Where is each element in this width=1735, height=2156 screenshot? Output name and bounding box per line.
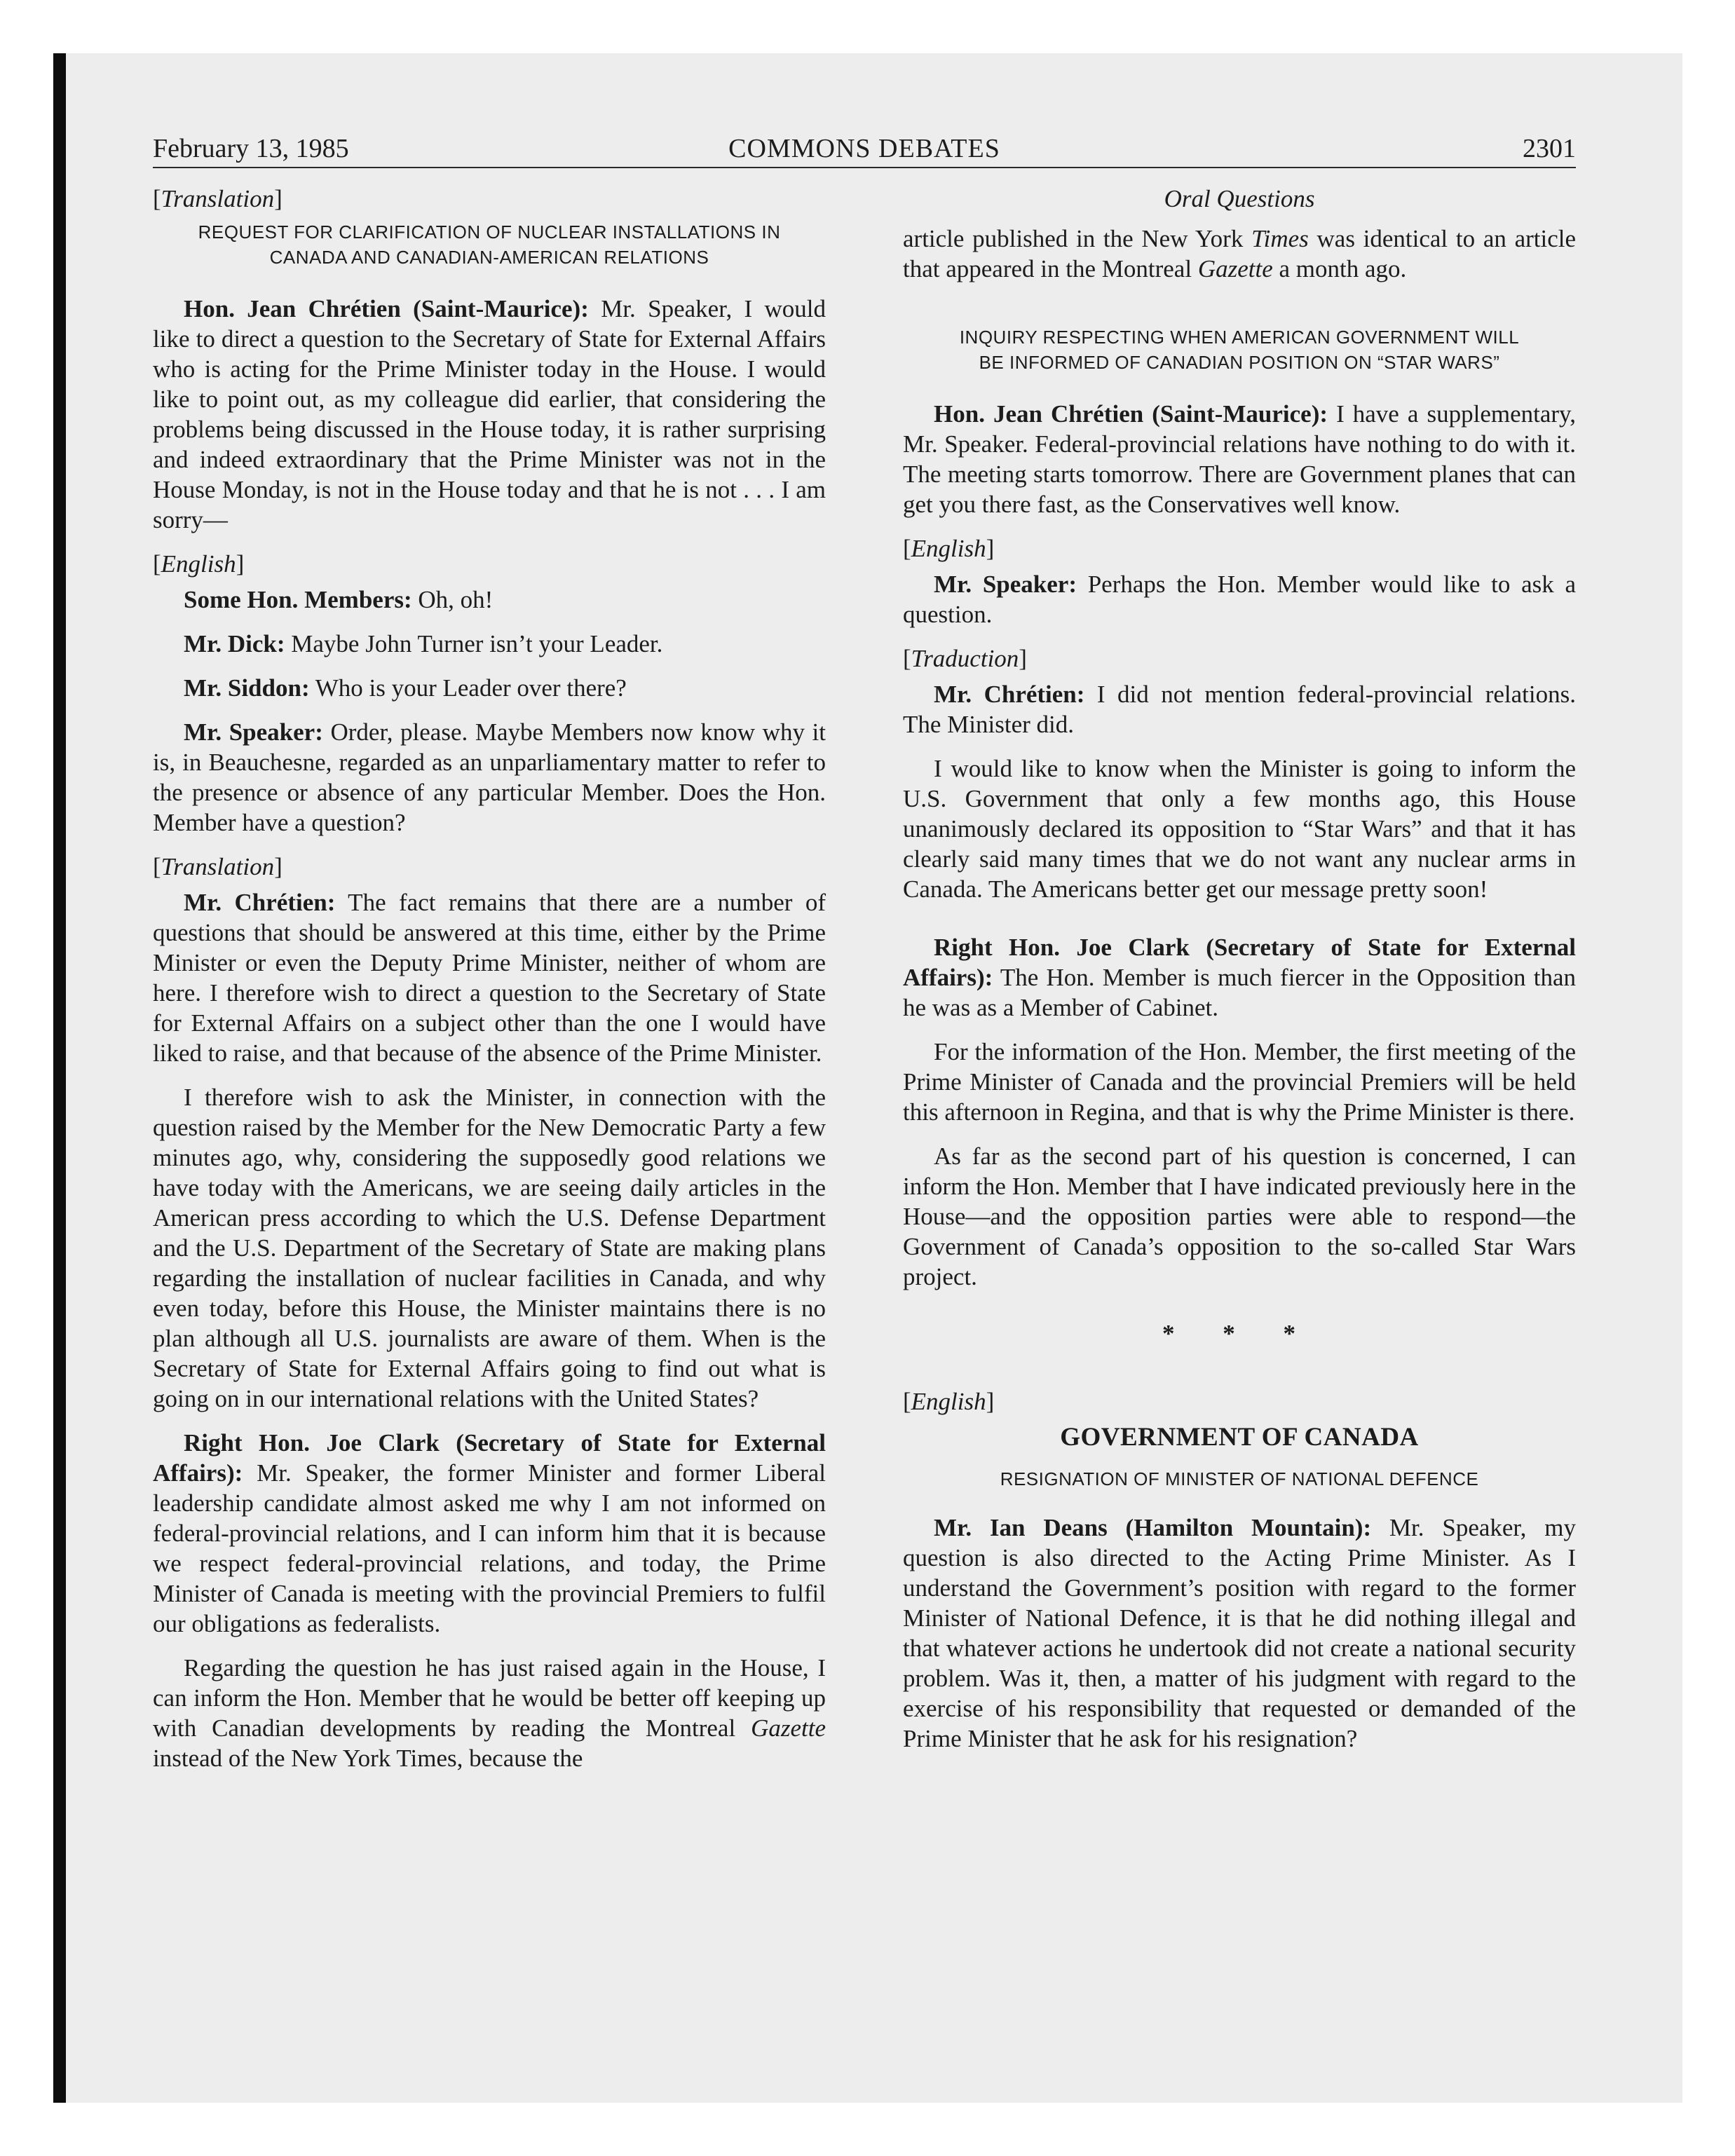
speech-paragraph: For the information of the Hon. Member, the first meeting of the Prime Minister of Canada and the provincial Premiers will be held this afternoon in Regina, and that is why the Prime Minister is there.	[903, 1038, 1576, 1126]
speech-paragraph: Regarding the question he has just raised again in the House, I can inform the Hon. Member that he would be better off keeping up with Canadian developments by reading the Montreal Gazette instead of the New York Times, because the	[153, 1654, 826, 1772]
speaker-name: Mr. Chrétien:	[934, 681, 1085, 708]
speech-paragraph: Right Hon. Joe Clark (Secretary of State for External Affairs): The Hon. Member is much fiercer in the Opposition than he was as a Member of Cabinet.	[903, 934, 1576, 1021]
language-marker: [Traduction]	[903, 645, 1027, 672]
speech-paragraph: Mr. Chrétien: The fact remains that there are a number of questions that should be answered at this time, either by the Prime Minister or even the Deputy Prime Minister, neither of whom are here. I therefore wish to direct a question to the Secretary of State for External Affairs on a subject other than the one I would have liked to raise, and that because of the absence of the Prime Minister.	[153, 889, 826, 1067]
speech-paragraph: Hon. Jean Chrétien (Saint-Maurice): I have a supplementary, Mr. Speaker. Federal-provincial relations have nothing to do with it. The meeting starts tomorrow. There are Government planes that can get you there fast, as the Conservatives well know.	[903, 400, 1576, 518]
speech-paragraph: article published in the New York Times was identical to an article that appeared in the Montreal Gazette a month ago.	[903, 225, 1577, 282]
speech-paragraph: Mr. Chrétien: I did not mention federal-provincial relations. The Minister did.	[903, 681, 1576, 738]
speaker-name: Mr. Siddon:	[184, 674, 310, 702]
speech-paragraph: Mr. Dick: Maybe John Turner isn’t your Leader.	[184, 630, 663, 657]
speaker-name: Mr. Dick:	[184, 630, 285, 657]
language-marker: [English]	[153, 550, 245, 578]
language-marker: [English]	[903, 535, 995, 562]
speaker-name: Hon. Jean Chrétien (Saint-Maurice):	[934, 400, 1328, 428]
speech-paragraph: I would like to know when the Minister is going to inform the U.S. Government that only a few months ago, this House unanimously declared its opposition to “Star Wars” and that it has clearly said many times that we do not want any nuclear arms in Canada. The Americans better get our message pretty soon!	[903, 755, 1576, 903]
section-heading: INQUIRY RESPECTING WHEN AMERICAN GOVERNMENT WILL BE INFORMED OF CANADIAN POSITION ON “STAR WARS”	[959, 327, 1520, 373]
section-title: GOVERNMENT OF CANADA	[1060, 1423, 1419, 1452]
speech-paragraph: Mr. Ian Deans (Hamilton Mountain): Mr. Speaker, my question is also directed to the Acting Prime Minister. As I understand the Government’s position with regard to the former Minister of National Defence, it is that he did nothing illegal and that whatever actions he undertook did not create a national security problem. Was it, then, a matter of his judgment with regard to the exercise of his responsibility that requested or demanded of the Prime Minister that he ask for his resignation?	[903, 1514, 1576, 1752]
speech-paragraph: Mr. Speaker: Order, please. Maybe Members now know why it is, in Beauchesne, regarded as an unparliamentary matter to refer to the presence or absence of any particular Member. Does the Hon. Member have a question?	[153, 718, 826, 836]
section-label: Oral Questions	[1164, 185, 1315, 212]
language-marker: [English]	[903, 1388, 995, 1415]
speech-paragraph: Mr. Speaker: Perhaps the Hon. Member would like to ask a question.	[903, 571, 1577, 628]
speaker-name: Right Hon. Joe Clark (Secretary of State for External Affairs):	[153, 1429, 826, 1487]
running-head-title: COMMONS DEBATES	[728, 134, 1000, 163]
speaker-name: Right Hon. Joe Clark (Secretary of State for External Affairs):	[903, 934, 1576, 991]
speech-paragraph: Mr. Siddon: Who is your Leader over there?	[184, 674, 627, 702]
section-heading: REQUEST FOR CLARIFICATION OF NUCLEAR INSTALLATIONS IN CANADA AND CANADIAN-AMERICAN RELATIONS	[198, 221, 781, 268]
section-heading: RESIGNATION OF MINISTER OF NATIONAL DEFENCE	[1000, 1468, 1479, 1489]
speech-paragraph: Some Hon. Members: Oh, oh!	[184, 586, 494, 613]
speech-paragraph: Right Hon. Joe Clark (Secretary of State for External Affairs): Mr. Speaker, the former Minister and former Liberal leadership candidate almost asked me why I am not informed on federal-provincial relations, and I can inform him that it is because we respect federal-provincial relations, and today, the Prime Minister of Canada is meeting with the provincial Premiers to fulfil our obligations as federalists.	[153, 1429, 826, 1637]
page-number: 2301	[1523, 134, 1576, 163]
language-marker: [Translation]	[153, 185, 283, 212]
right-column	[903, 184, 1576, 1768]
speaker-name: Mr. Speaker:	[184, 718, 323, 746]
running-head-date: February 13, 1985	[153, 134, 349, 163]
scan-edge-bar	[53, 53, 66, 2103]
speech-paragraph: As far as the second part of his question is concerned, I can inform the Hon. Member that I have indicated previously here in the House—and the opposition parties were able to respond—the Government of Canada’s opposition to the so-called Star Wars project.	[903, 1142, 1576, 1290]
section-break-asterisks: * * *	[1162, 1320, 1316, 1347]
speaker-name: Mr. Chrétien:	[184, 889, 336, 916]
speaker-name: Mr. Speaker:	[934, 571, 1077, 598]
speech-paragraph: I therefore wish to ask the Minister, in connection with the question raised by the Member for the New Democratic Party a few minutes ago, why, considering the supposedly good relations we have today with the Americans, we are seeing daily articles in the American press according to which the U.S. Defense Department and the U.S. Department of the Secretary of State are making plans regarding the installation of nuclear facilities in Canada, and why even today, before this House, the Minister maintains there is no plan although all U.S. journalists are aware of them. When is the Secretary of State for External Affairs going to find out what is going on in our international relations with the United States?	[153, 1084, 826, 1412]
speaker-name: Hon. Jean Chrétien (Saint-Maurice):	[184, 295, 589, 322]
left-column	[153, 184, 826, 1787]
header-rule	[153, 167, 1576, 168]
speaker-name: Some Hon. Members:	[184, 586, 412, 613]
speech-paragraph: Hon. Jean Chrétien (Saint-Maurice): Mr. Speaker, I would like to direct a question to the Secretary of State for External Affairs who is acting for the Prime Minister today in the House. I would like to point out, as my colleague did earlier, that considering the problems being discussed in the House today, it is rather surprising and indeed extraordinary that the Prime Minister was not in the House Monday, is not in the House today and that he is not . . . I am sorry—	[153, 295, 826, 533]
running-head	[153, 130, 1576, 167]
speaker-name: Mr. Ian Deans (Hamilton Mountain):	[934, 1514, 1372, 1541]
language-marker: [Translation]	[153, 853, 283, 880]
